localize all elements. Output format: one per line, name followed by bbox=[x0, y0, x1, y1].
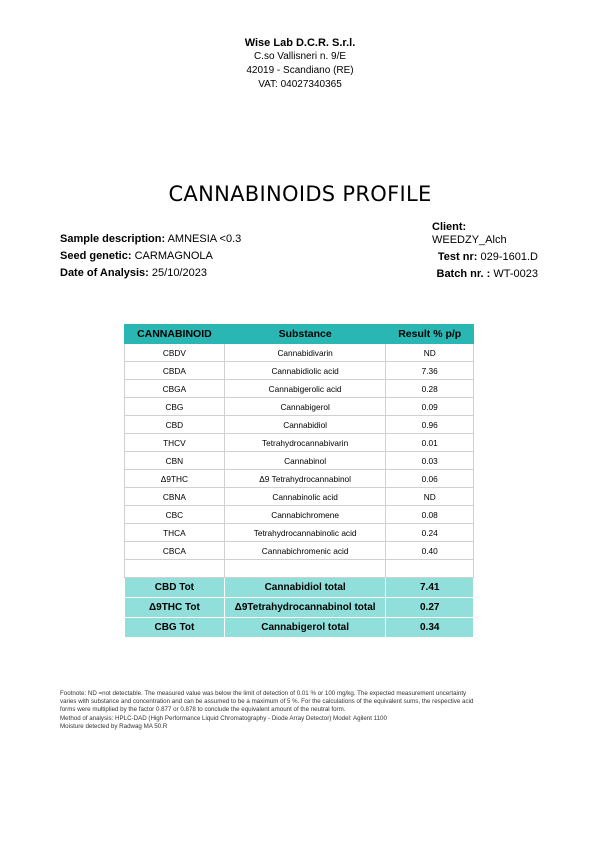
cannabinoid-cell: CBDA bbox=[125, 362, 225, 380]
cannabinoid-cell: Δ9THC Tot bbox=[125, 598, 225, 618]
cannabinoid-cell: CBD bbox=[125, 416, 225, 434]
substance-cell: Cannabichromenic acid bbox=[224, 542, 386, 560]
lab-name: Wise Lab D.C.R. S.r.l. bbox=[244, 37, 356, 49]
cannabinoid-cell: CBCA bbox=[125, 542, 225, 560]
substance-cell: Cannabigerol total bbox=[224, 618, 386, 638]
footnote-method: Method of analysis: HPLC-DAD (High Performance Liquid Chromatography - Diode Array Detector) Model: Agilent 1100 bbox=[60, 714, 387, 722]
result-cell: 0.27 bbox=[386, 598, 474, 618]
table-row bbox=[125, 470, 474, 488]
result-cell: 0.09 bbox=[386, 398, 474, 416]
test-batch-info bbox=[437, 249, 539, 283]
cannabinoid-cell: CBNA bbox=[125, 488, 225, 506]
sample-info bbox=[60, 231, 241, 282]
seed-genetic-label: Seed genetic: bbox=[60, 250, 132, 262]
substance-cell: Δ9 Tetrahydrocannabinol bbox=[224, 470, 386, 488]
table-row bbox=[125, 398, 474, 416]
analysis-date bbox=[60, 265, 241, 282]
cannabinoid-cell: CBG bbox=[125, 398, 225, 416]
result-cell: 0.03 bbox=[386, 452, 474, 470]
analysis-date-value: 25/10/2023 bbox=[151, 267, 207, 279]
substance-cell: Cannabichromene bbox=[224, 506, 386, 524]
table-row bbox=[125, 362, 474, 380]
cannabinoid-cell: THCA bbox=[125, 524, 225, 542]
result-cell: 0.01 bbox=[386, 434, 474, 452]
result-cell: ND bbox=[386, 488, 474, 506]
cannabinoid-results-table bbox=[124, 324, 474, 638]
substance-cell: Cannabidivarin bbox=[224, 344, 386, 362]
substance-cell: Cannabidiol bbox=[224, 416, 386, 434]
empty-cell bbox=[386, 560, 474, 578]
seed-genetic bbox=[60, 248, 241, 265]
result-cell: 0.24 bbox=[386, 524, 474, 542]
table-row bbox=[125, 488, 474, 506]
footnote-line: Footnote: ND =not detectable. The measured value was below the limit of detection of 0.01 % or 100 mg/kg. The expected measurement uncertainty bbox=[60, 690, 467, 697]
batch-number bbox=[437, 266, 539, 283]
header-cannabinoid: CANNABINOID bbox=[125, 325, 225, 344]
test-number-label: Test nr: bbox=[437, 251, 478, 263]
result-cell: 0.28 bbox=[386, 380, 474, 398]
result-cell: 7.41 bbox=[386, 578, 474, 598]
client-info bbox=[432, 221, 507, 247]
analysis-date-label: Date of Analysis: bbox=[60, 267, 149, 279]
substance-cell: Δ9Tetrahydrocannabinol total bbox=[224, 598, 386, 618]
result-cell: 0.34 bbox=[386, 618, 474, 638]
footnote-line: varies with substance and concentration and can be assumed to be a maximum of 5 %. For the calculations of the equivalent sums, the respective acid bbox=[60, 698, 474, 706]
substance-cell: Tetrahydrocannabinolic acid bbox=[224, 524, 386, 542]
cannabinoid-cell: Δ9THC bbox=[125, 470, 225, 488]
footnote bbox=[60, 690, 540, 731]
seed-genetic-value: CARMAGNOLA bbox=[134, 250, 213, 262]
result-cell: 0.08 bbox=[386, 506, 474, 524]
cannabinoid-cell: CBC bbox=[125, 506, 225, 524]
footnote-moisture: Moisture detected by Radwag MA 50.R bbox=[60, 722, 168, 730]
batch-number-label: Batch nr. : bbox=[436, 268, 491, 280]
result-cell: 7.36 bbox=[386, 362, 474, 380]
result-cell: 0.06 bbox=[386, 470, 474, 488]
lab-address-line2: 42019 - Scandiano (RE) bbox=[246, 65, 354, 76]
cannabinoid-cell: THCV bbox=[125, 434, 225, 452]
result-cell: 0.40 bbox=[386, 542, 474, 560]
total-row bbox=[125, 618, 474, 638]
blank-row bbox=[125, 560, 474, 578]
table-row bbox=[125, 542, 474, 560]
total-row bbox=[125, 598, 474, 618]
table-row bbox=[125, 524, 474, 542]
cannabinoid-cell: CBD Tot bbox=[125, 578, 225, 598]
lab-header bbox=[0, 36, 600, 92]
header-result: Result % p/p bbox=[386, 325, 474, 344]
cannabinoid-cell: CBDV bbox=[125, 344, 225, 362]
lab-address-line1: C.so Vallisneri n. 9/E bbox=[253, 51, 347, 62]
table-row bbox=[125, 452, 474, 470]
batch-number-value: WT-0023 bbox=[493, 268, 538, 280]
sample-description bbox=[60, 231, 241, 248]
table-header-row bbox=[125, 325, 474, 344]
table-row bbox=[125, 506, 474, 524]
header-substance: Substance bbox=[224, 325, 386, 344]
substance-cell: Tetrahydrocannabivarin bbox=[224, 434, 386, 452]
sample-description-value: AMNESIA <0.3 bbox=[167, 233, 242, 245]
empty-cell bbox=[125, 560, 225, 578]
test-number-value: 029-1601.D bbox=[480, 251, 538, 263]
substance-cell: Cannabinol bbox=[224, 452, 386, 470]
table-row bbox=[125, 344, 474, 362]
lab-vat: VAT: 04027340365 bbox=[258, 79, 342, 90]
result-cell: ND bbox=[386, 344, 474, 362]
test-number bbox=[437, 249, 539, 266]
cannabinoid-cell: CBN bbox=[125, 452, 225, 470]
client-label: Client: bbox=[432, 221, 467, 233]
table-row bbox=[125, 380, 474, 398]
table-row bbox=[125, 434, 474, 452]
substance-cell: Cannabinolic acid bbox=[224, 488, 386, 506]
footnote-line: forms were multiplied by the factor 0.877 or 0.878 to conclude the equivalent amount of the neutral form. bbox=[60, 706, 346, 714]
client-value: WEEDZY_Alch bbox=[432, 234, 507, 246]
substance-cell: Cannabigerolic acid bbox=[224, 380, 386, 398]
cannabinoid-cell: CBG Tot bbox=[125, 618, 225, 638]
substance-cell: Cannabidiolic acid bbox=[224, 362, 386, 380]
cannabinoid-cell: CBGA bbox=[125, 380, 225, 398]
sample-description-label: Sample description: bbox=[60, 233, 166, 245]
total-row bbox=[125, 578, 474, 598]
document-title: CANNABINOIDS PROFILE bbox=[168, 182, 432, 206]
table-row bbox=[125, 416, 474, 434]
substance-cell: Cannabigerol bbox=[224, 398, 386, 416]
result-cell: 0.96 bbox=[386, 416, 474, 434]
empty-cell bbox=[224, 560, 386, 578]
substance-cell: Cannabidiol total bbox=[224, 578, 386, 598]
